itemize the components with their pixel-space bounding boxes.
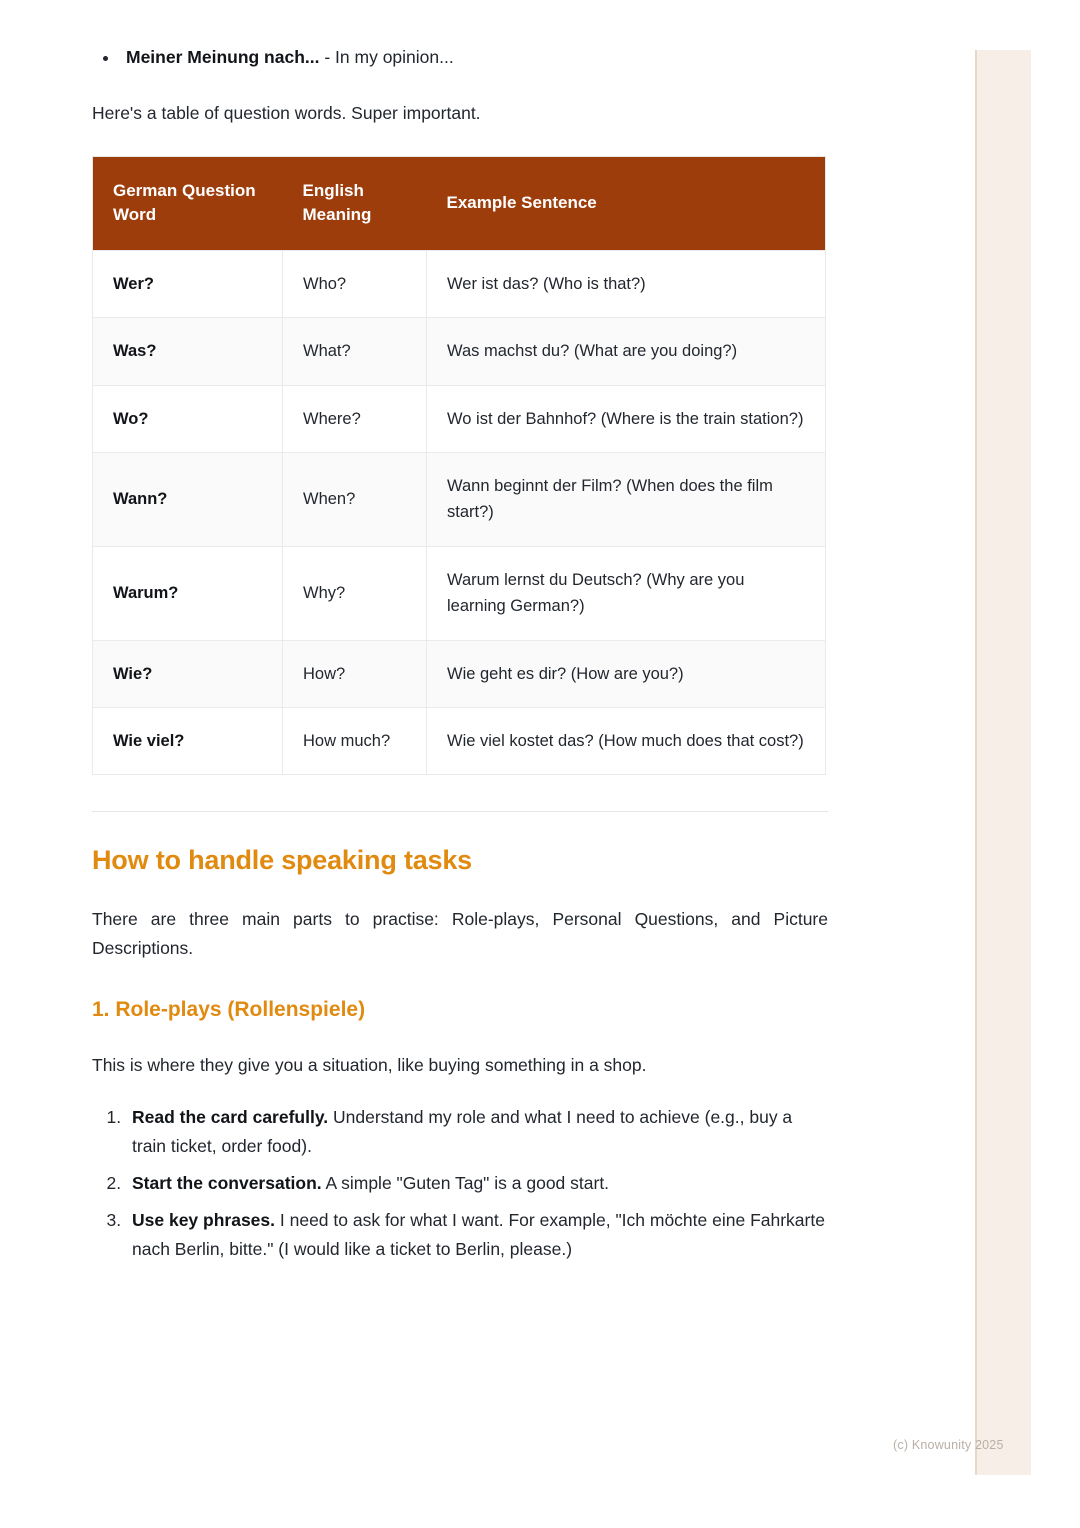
table-row — [93, 640, 826, 707]
cell-german: Wie viel? — [93, 708, 283, 775]
cell-english: Who? — [283, 250, 427, 317]
table-row — [93, 385, 826, 452]
table-row — [93, 453, 826, 547]
question-words-table — [92, 156, 826, 776]
section-divider — [92, 811, 828, 812]
page-side-strip — [975, 50, 1031, 1475]
cell-example: Warum lernst du Deutsch? (Why are you learning German?) — [427, 546, 826, 640]
step-title: Read the card carefully. — [132, 1107, 329, 1128]
table-intro-paragraph: Here's a table of question words. Super important. — [92, 103, 481, 124]
step-detail: A simple "Guten Tag" is a good start. — [321, 1173, 610, 1194]
table-header-row — [93, 156, 826, 250]
cell-german: Wer? — [93, 250, 283, 317]
table-row — [93, 708, 826, 775]
page-side-rule — [975, 50, 977, 1475]
roleplay-intro-paragraph: This is where they give you a situation, like buying something in a shop. — [92, 1055, 647, 1076]
table-row — [93, 250, 826, 317]
cell-english: How? — [283, 640, 427, 707]
step-title: Use key phrases. — [132, 1210, 276, 1231]
cell-example: Was machst du? (What are you doing?) — [427, 318, 826, 385]
table-header-english: English Meaning — [283, 156, 427, 250]
phrase-translation: - In my opinion... — [319, 47, 454, 67]
phrase-bullet-list — [92, 44, 828, 70]
cell-example: Wer ist das? (Who is that?) — [427, 250, 826, 317]
cell-german: Warum? — [93, 546, 283, 640]
cell-example: Wo ist der Bahnhof? (Where is the train station?) — [427, 385, 826, 452]
list-item — [126, 1103, 828, 1160]
cell-english: When? — [283, 453, 427, 547]
table-body — [93, 250, 826, 775]
section-heading-speaking: How to handle speaking tasks — [92, 845, 472, 876]
list-item — [120, 44, 828, 70]
list-item — [126, 1169, 828, 1197]
document-content — [92, 44, 828, 1272]
cell-example: Wie viel kostet das? (How much does that cost?) — [427, 708, 826, 775]
copyright-watermark: (c) Knowunity 2025 — [893, 1438, 1004, 1452]
cell-english: Why? — [283, 546, 427, 640]
step-detail: Understand my role and what I need to achieve (e.g., buy a train ticket, order food). — [132, 1107, 793, 1156]
table-row — [93, 318, 826, 385]
table-row — [93, 546, 826, 640]
cell-example: Wie geht es dir? (How are you?) — [427, 640, 826, 707]
cell-english: How much? — [283, 708, 427, 775]
subsection-heading-roleplays: 1. Role-plays (Rollenspiele) — [92, 998, 366, 1022]
phrase-german: Meiner Meinung nach... — [126, 47, 320, 67]
cell-example: Wann beginnt der Film? (When does the film start?) — [427, 453, 826, 547]
step-detail: I need to ask for what I want. For example, "Ich möchte eine Fahrkarte nach Berlin, bitte." (I would like a ticket to Berlin, please.) — [132, 1210, 825, 1259]
speaking-intro-paragraph: There are three main parts to practise: Role-plays, Personal Questions, and Picture Descriptions. — [92, 909, 828, 958]
cell-english: Where? — [283, 385, 427, 452]
cell-german: Wie? — [93, 640, 283, 707]
table-header-example: Example Sentence — [427, 156, 826, 250]
step-title: Start the conversation. — [132, 1173, 322, 1194]
list-item — [126, 1206, 828, 1263]
table-head — [93, 156, 826, 250]
cell-german: Wann? — [93, 453, 283, 547]
table-header-german: German Question Word — [93, 156, 283, 250]
cell-german: Was? — [93, 318, 283, 385]
cell-english: What? — [283, 318, 427, 385]
roleplay-steps-list — [92, 1103, 828, 1263]
cell-german: Wo? — [93, 385, 283, 452]
